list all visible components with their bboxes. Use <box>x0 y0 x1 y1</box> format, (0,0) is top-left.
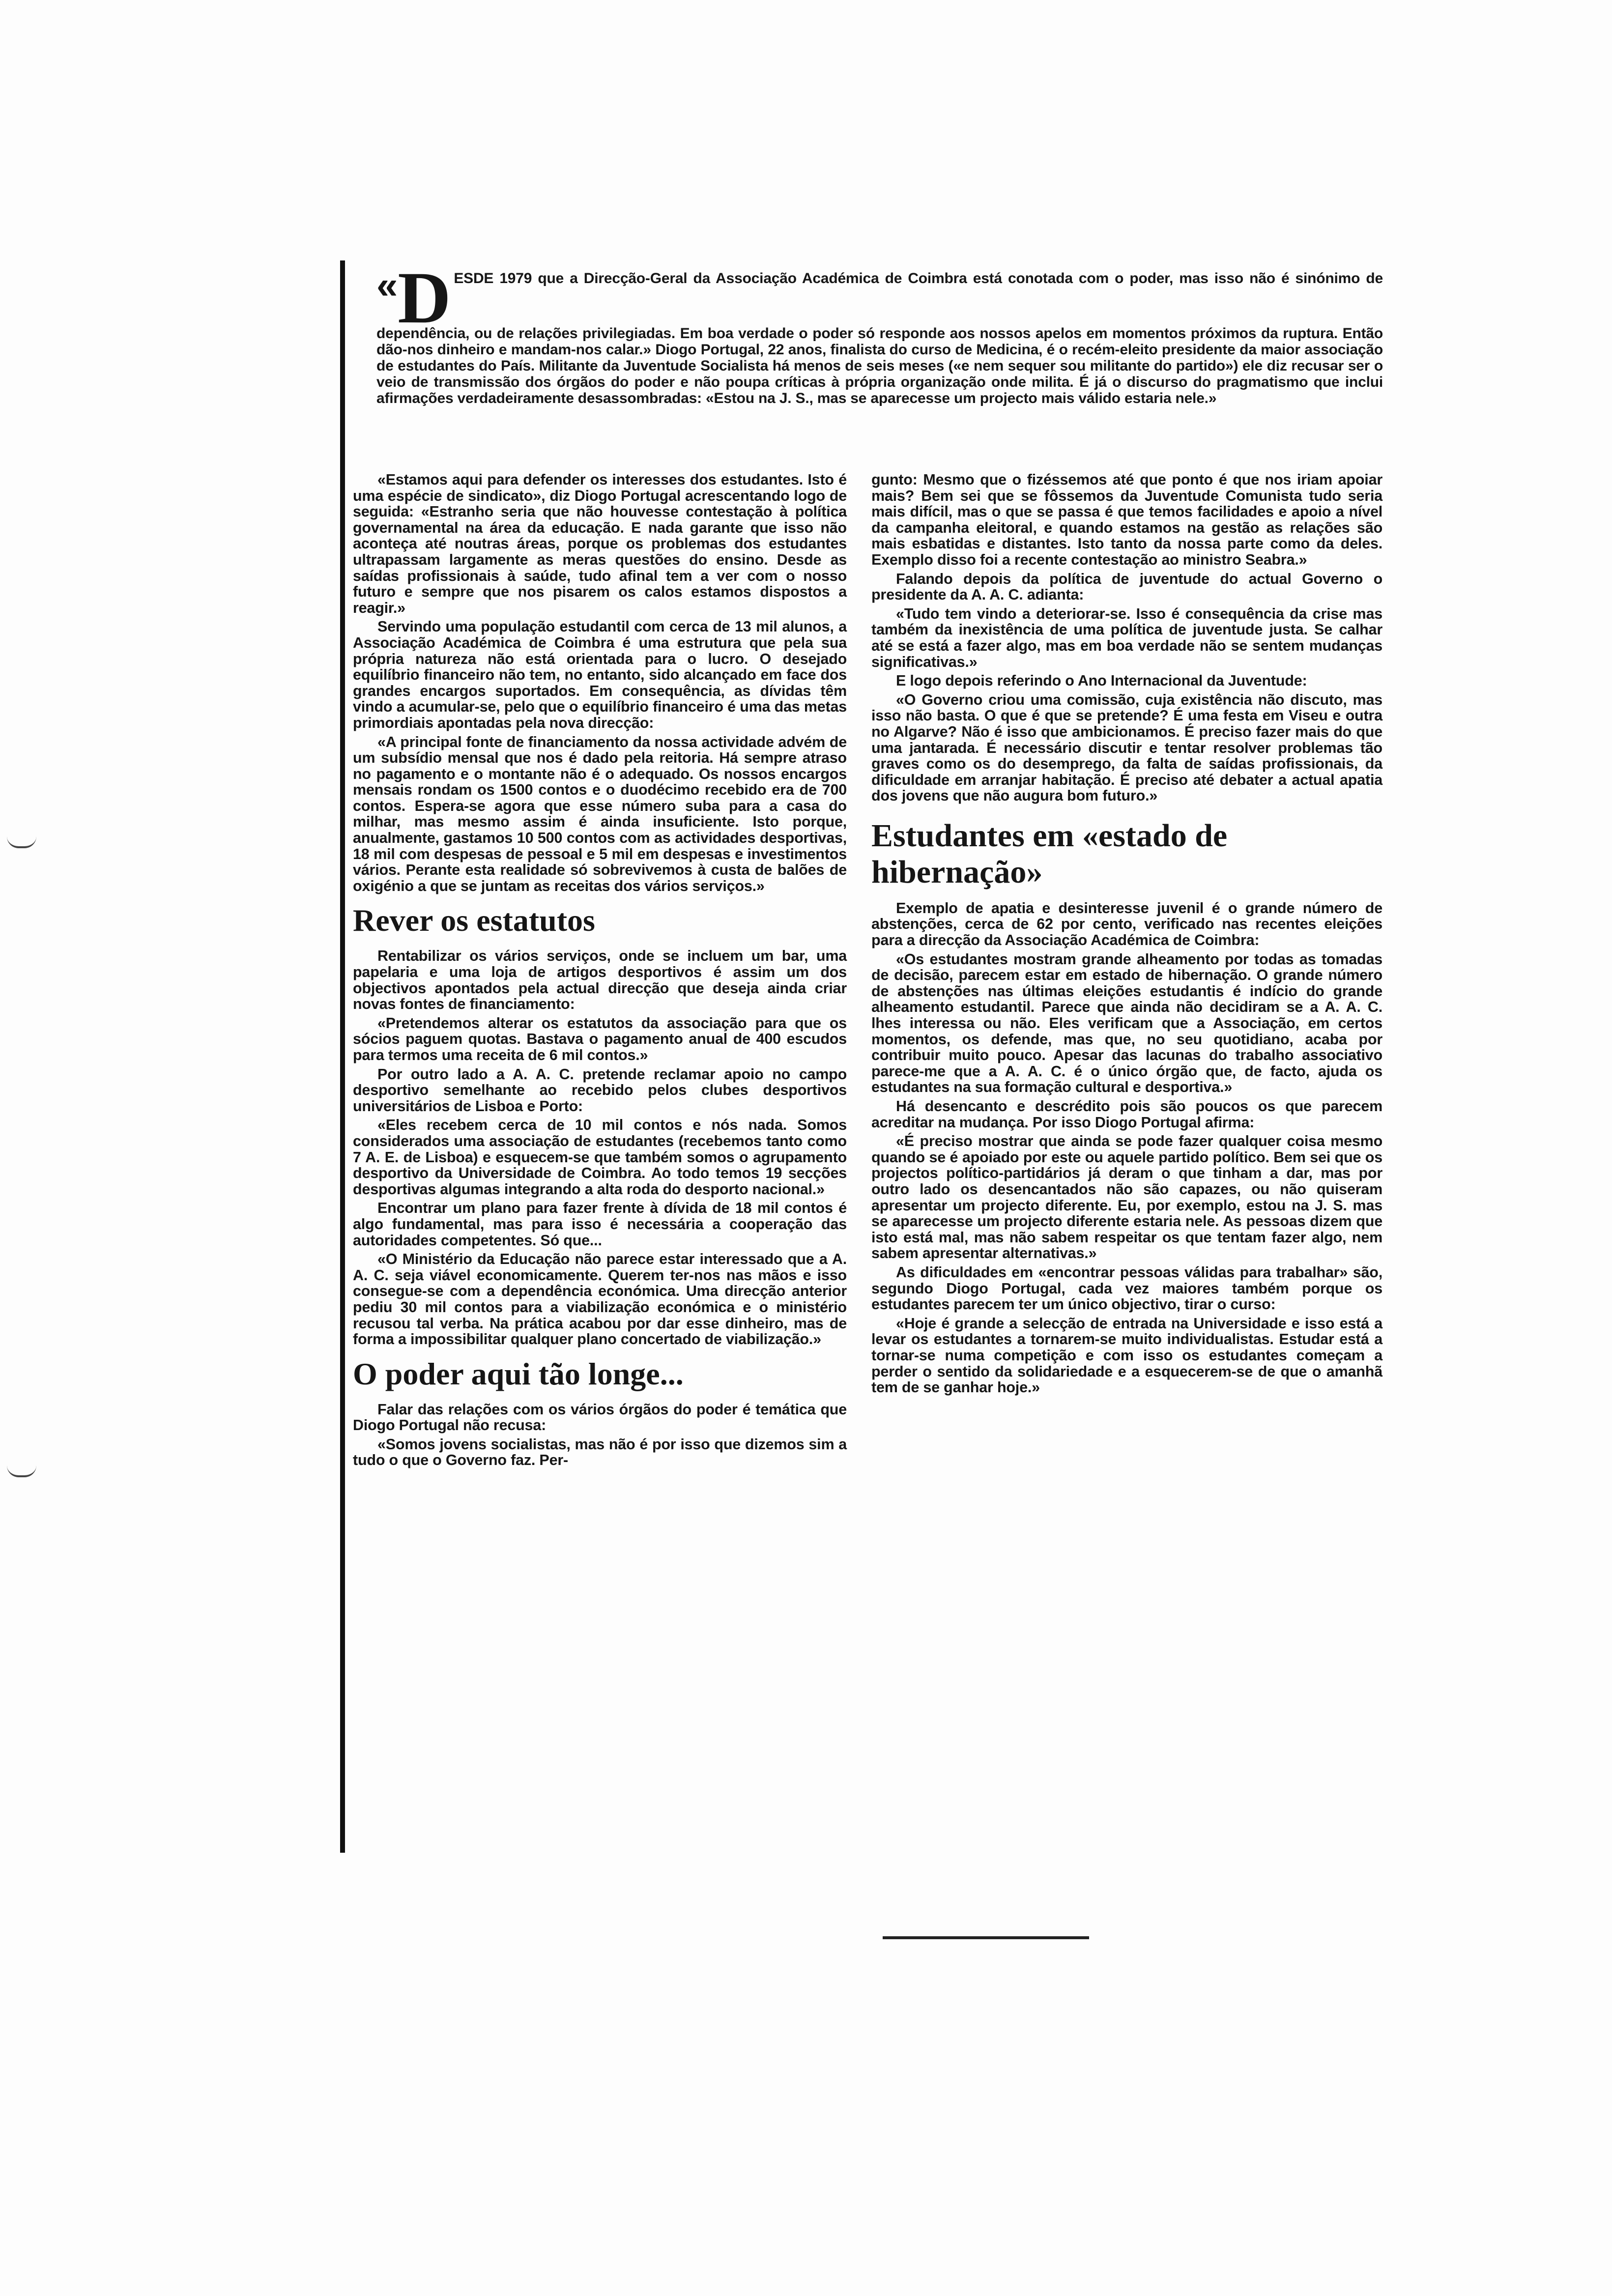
paragraph: Encontrar um plano para fazer frente à dívida de 18 mil contos é algo fundamental, mas para isso é necessária a cooperação das autoridades competentes. Só que... <box>353 1200 847 1249</box>
paragraph: Falar das relações com os vários órgãos do poder é temática que Diogo Portugal não recusa: <box>353 1401 847 1434</box>
paragraph: «A principal fonte de financiamento da nossa actividade advém de um subsídio mensal que nos é dado pela reitoria. Há sempre atraso no pagamento e o montante não é o adequado. Os nossos encargos mensais rondam os 1500 contos e o duodécimo recebido era de 700 contos. Espera-se agora que esse número suba para a casa do milhar, mas mesmo assim é ainda insuficiente. Isto porque, anualmente, gastamos 10 500 contos com as actividades desportivas, 18 mil com despesas de pessoal e 5 mil em despesas e investimentos vários. Perante esta realidade só sobrevivemos à custa de balões de oxigénio a que se juntam as receitas dos vários serviços.» <box>353 733 847 894</box>
paragraph: «É preciso mostrar que ainda se pode fazer qualquer coisa mesmo quando se é apoiado por este ou aquele partido político. Bem sei que os projectos político-partidários já deram o que tinham a dar, mas por outro lado os desencantados não são capazes, ou não quiseram apresentar um projecto diferente. Eu, por exemplo, estou na J. S. mas se aparecesse um projecto diferente estaria nele. As pessoas dizem que isto está mal, mas não sabem respeitar os que tentam fazer algo, nem sabem apresentar alternativas.» <box>871 1133 1382 1262</box>
paragraph: «Pretendemos alterar os estatutos da associação para que os sócios paguem quotas. Bastava o pagamento anual de 400 escudos para termos uma receita de 6 mil contos.» <box>353 1014 847 1063</box>
lede-paragraph <box>376 257 1383 406</box>
lede-open-quote: « <box>376 263 398 307</box>
paragraph: «Hoje é grande a selecção de entrada na Universidade e isso está a levar os estudantes a tornarem-se muito individualistas. Estudar está a tornar-se numa competição e com isso os estudantes começam a perder o sentido da solidariedade e a esquecerem-se de que o amanhã tem de se ganhar hoje.» <box>871 1315 1382 1396</box>
left-column <box>353 472 847 1471</box>
end-rule <box>883 1936 1089 1939</box>
newspaper-article <box>348 246 1385 1951</box>
paragraph: «Os estudantes mostram grande alheamento por todas as tomadas de decisão, parecem estar em estado de hibernação. O grande número de abstenções nas últimas eleições estudantis é indício do grande alheamento estudantil. Parece que ainda não decidiram se a A. A. C. lhes interessa ou não. Eles verificam que a Associação, em certos momentos, os defende, mas que, no seu quotidiano, acaba por contribuir muito pouco. Apesar das lacunas do trabalho associativo parece-me que a A. A. C. é o único órgão que, de facto, ajuda os estudantes na sua formação cultural e desportiva.» <box>871 950 1382 1096</box>
paragraph: Por outro lado a A. A. C. pretende reclamar apoio no campo desportivo semelhante ao recebido pelos clubes desportivos universitários de Lisboa e Porto: <box>353 1065 847 1115</box>
paragraph: E logo depois referindo o Ano Internacional da Juventude: <box>896 672 1307 689</box>
left-column-rule <box>340 260 345 1853</box>
paragraph: «O Ministério da Educação não parece estar interessado que a A. A. C. seja viável economicamente. Querem ter-nos nas mãos e isso consegue-se com a dependência económica. Uma direcção anterior pediu 30 mil contos para a viabilização económica e o ministério recusou tal verba. Na prática acabou por dar esse dinheiro, mas de forma a impossibilitar qualquer plano concertado de viabilização.» <box>353 1251 847 1348</box>
subheading-o-poder-aqui-tao-longe: O poder aqui tão longe... <box>353 1356 684 1391</box>
margin-mark-1 <box>7 836 36 848</box>
margin-mark-2 <box>7 1465 36 1477</box>
paragraph: «Eles recebem cerca de 10 mil contos e nós nada. Somos considerados uma associação de estudantes (recebemos tanto como 7 A. E. de Lisboa) e esquecem-se que também somos o agrupamento desportivo da Universidade de Coimbra. Ao todo temos 19 secções desportivas algumas integrando a alta roda do desporto nacional.» <box>353 1117 847 1198</box>
paragraph: Exemplo de apatia e desinteresse juvenil é o grande número de abstenções, cerca de 62 por cento, verificado nas recentes eleições para a direcção da Associação Académica de Coimbra: <box>871 899 1382 949</box>
right-column <box>871 472 1382 1399</box>
paragraph: Falando depois da política de juventude do actual Governo o presidente da A. A. C. adianta: <box>871 570 1382 603</box>
subheading-rever-os-estatutos: Rever os estatutos <box>353 903 595 938</box>
lede-dropcap: D <box>398 257 451 339</box>
paragraph: «Estamos aqui para defender os interesses dos estudantes. Isto é uma espécie de sindicato», diz Diogo Portugal acrescentando logo de seguida: «Estranho seria que não houvesse contestação à política governamental na área da educação. E nada garante que isso não aconteça até noutras áreas, porque os problemas dos estudantes ultrapassam largamente as meras questões do ensino. Desde as saídas profissionais à saúde, tudo afinal tem a ver com o nosso futuro e sempre que nos pisarem os calos estamos dispostos a reagir.» <box>353 471 847 616</box>
paragraph: gunto: Mesmo que o fizéssemos até que ponto é que nos iriam apoiar mais? Bem sei que se fôssemos da Juventude Comunista tudo seria mais difícil, mas o que se passa é que temos facilidades e apoio a nível da campanha eleitoral, e quando estamos na gestão as relações são mais esbatidas e distantes. Isto tanto da nossa parte como da deles. Exemplo disso foi a recente contestação ao ministro Seabra.» <box>871 471 1382 568</box>
paragraph: «O Governo criou uma comissão, cuja existência não discuto, mas isso não basta. O que é que se pretende? É uma festa em Viseu e outra no Algarve? Não é isso que ambicionamos. É preciso fazer mais do que uma jantarada. É necessário discutir e tentar resolver problemas tão graves como os do desemprego, da falta de saídas profissionais, da dificuldade em arranjar habitação. É preciso até debater a actual apatia dos jovens que não augura bom futuro.» <box>871 691 1382 804</box>
paragraph: Servindo uma população estudantil com cerca de 13 mil alunos, a Associação Académica de Coimbra é uma estrutura que pela sua própria natureza não está orientada para o lucro. O desejado equilíbrio financeiro não tem, no entanto, sido alcançado em face dos grandes encargos suportados. Em consequência, as dívidas têm vindo a acumular-se, pelo que o equilíbrio financeiro é uma das metas primordiais apontadas pela nova direcção: <box>353 618 847 731</box>
article-lede <box>376 257 1383 501</box>
paragraph: Rentabilizar os vários serviços, onde se incluem um bar, uma papelaria e uma loja de artigos desportivos é assim um dos objectivos apontados pela actual direcção que deseja ainda criar novas fontes de financiamento: <box>353 947 847 1013</box>
paragraph: As dificuldades em «encontrar pessoas válidas para trabalhar» são, segundo Diogo Portugal, cada vez maiores também porque os estudantes parecem ter um único objectivo, tirar o curso: <box>871 1263 1382 1313</box>
paragraph: «Somos jovens socialistas, mas não é por isso que dizemos sim a tudo o que o Governo faz. Per- <box>353 1435 847 1469</box>
paragraph: Há desencanto e descrédito pois são poucos os que parecem acreditar na mudança. Por isso Diogo Portugal afirma: <box>871 1098 1382 1131</box>
paragraph: «Tudo tem vindo a deteriorar-se. Isso é consequência da crise mas também da inexistência de uma política de juventude justa. Se calhar até se está a fazer algo, mas em boa verdade não se sentem mudanças significativas.» <box>871 605 1382 670</box>
lede-text: ESDE 1979 que a Direcção-Geral da Associação Académica de Coimbra está conotada com o poder, mas isso não é sinónimo de dependência, ou de relações privilegiadas. Em boa verdade o poder só responde aos nossos apelos em momentos próximos da ruptura. Então dão-nos dinheiro e mandam-nos calar.» Diogo Portugal, 22 anos, finalista do curso de Medicina, é o recém-eleito presidente da maior associação de estudantes do País. Militante da Juventude Socialista há menos de seis meses («e nem sequer sou militante do partido») ele diz recusar ser o veio de transmissão dos órgãos do poder e não poupa críticas à própria organização onde milita. É já o discurso do pragmatismo que inclui afirmações verdadeiramente desassombradas: «Estou na J. S., mas se aparecesse um projecto mais válido estaria nele.» <box>376 270 1383 406</box>
subheading-estudantes-hibernacao: Estudantes em «estado de hibernação» <box>871 817 1228 890</box>
